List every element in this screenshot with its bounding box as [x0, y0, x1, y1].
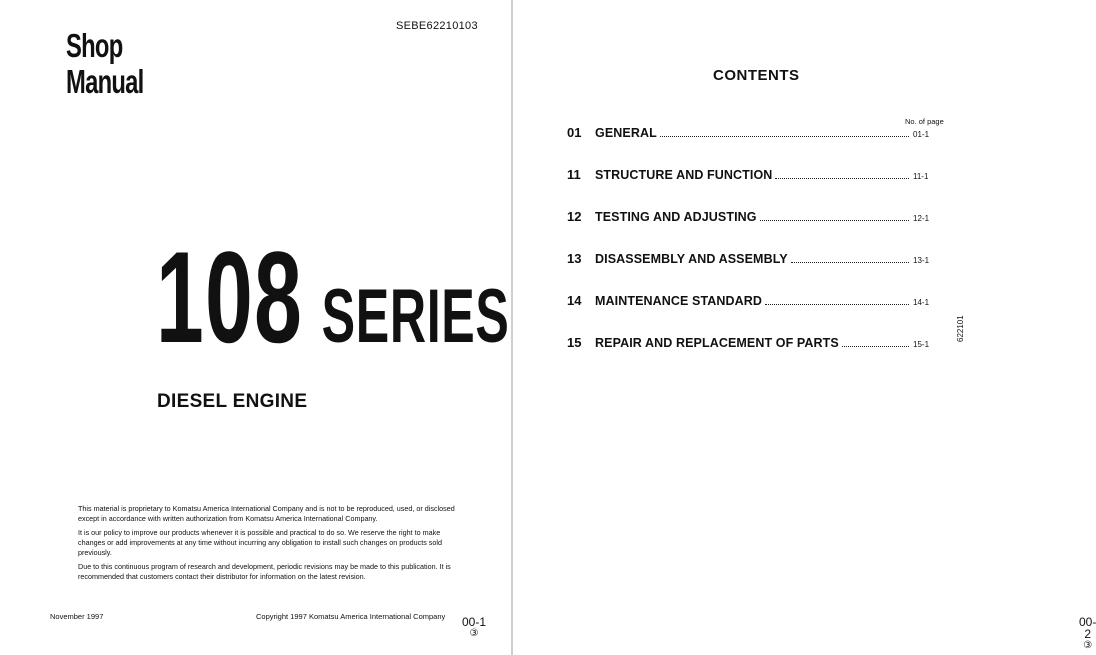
toc-page: 14-1 [913, 298, 930, 307]
page-number [462, 616, 486, 640]
toc-page: 13-1 [913, 256, 930, 265]
legal-paragraph: Due to this continuous program of research and development, periodic revisions may be made to this publication. It is recommended that customers contact their distributor for information on the latest revision. [78, 562, 451, 581]
toc-number: 13 [567, 251, 582, 266]
revision-mark: ③ [469, 628, 479, 639]
engine-type: DIESEL ENGINE [157, 391, 308, 412]
legal-paragraph: It is our policy to improve our products whenever it is possible and practical to do so. We reserve the right to make changes or add improvements at any time without incurring any obligation to install such changes on products sold previously. [78, 528, 442, 557]
series-number: 108 [156, 224, 304, 370]
document-code: SEBE62210103 [396, 20, 478, 32]
toc-label: REPAIR AND REPLACEMENT OF PARTS [595, 336, 839, 350]
side-code: 622101 [956, 315, 965, 342]
toc-entry[interactable] [567, 250, 937, 266]
dot-leader [791, 262, 909, 263]
toc-number: 15 [567, 335, 582, 350]
shop-title-line2: Manual [66, 63, 144, 100]
toc-entry[interactable] [567, 292, 937, 308]
toc-number: 11 [567, 167, 581, 182]
toc-entry[interactable] [567, 334, 937, 350]
dot-leader [660, 136, 909, 137]
shop-manual-title [66, 28, 144, 100]
toc-label: TESTING AND ADJUSTING [595, 210, 757, 224]
toc-label: GENERAL [595, 126, 657, 140]
right-page [513, 0, 1096, 655]
dot-leader [842, 346, 909, 347]
toc-label: MAINTENANCE STANDARD [595, 294, 763, 308]
toc-page: 01-1 [913, 130, 930, 139]
toc-number: 12 [567, 209, 582, 224]
toc-label: STRUCTURE AND FUNCTION [595, 168, 773, 182]
dot-leader [760, 220, 909, 221]
footer-copyright: Copyright 1997 Komatsu America International Company [256, 612, 446, 621]
series-word: SERIES [321, 274, 510, 359]
legal-paragraph: This material is proprietary to Komatsu America International Company and is not to be reproduced, used, or disclosed except in accordance with written authorization from Komatsu America International Company. [78, 504, 455, 523]
toc-number: 01 [567, 125, 582, 140]
legal-notice [78, 504, 463, 588]
toc-entry[interactable] [567, 166, 937, 182]
left-page [0, 0, 511, 655]
dot-leader [775, 178, 909, 179]
toc-label: DISASSEMBLY AND ASSEMBLY [595, 252, 788, 266]
page-number-text: 00-2 [1079, 615, 1096, 641]
toc-page: 12-1 [913, 214, 930, 223]
toc-entry[interactable] [567, 208, 937, 224]
dot-leader [765, 304, 909, 305]
footer-date: November 1997 [50, 612, 104, 621]
revision-mark: ③ [1083, 640, 1093, 651]
toc-entry[interactable] [567, 124, 937, 140]
page-number [1079, 616, 1096, 652]
toc-page: 11-1 [913, 172, 929, 181]
shop-title-line1: Shop [66, 27, 123, 64]
toc-number: 14 [567, 293, 582, 308]
page-number-text: 00-1 [462, 615, 487, 629]
page-column-label: No. of page [905, 117, 944, 126]
contents-title: CONTENTS [713, 67, 800, 84]
series-heading [156, 224, 510, 370]
toc-page: 15-1 [913, 340, 930, 349]
